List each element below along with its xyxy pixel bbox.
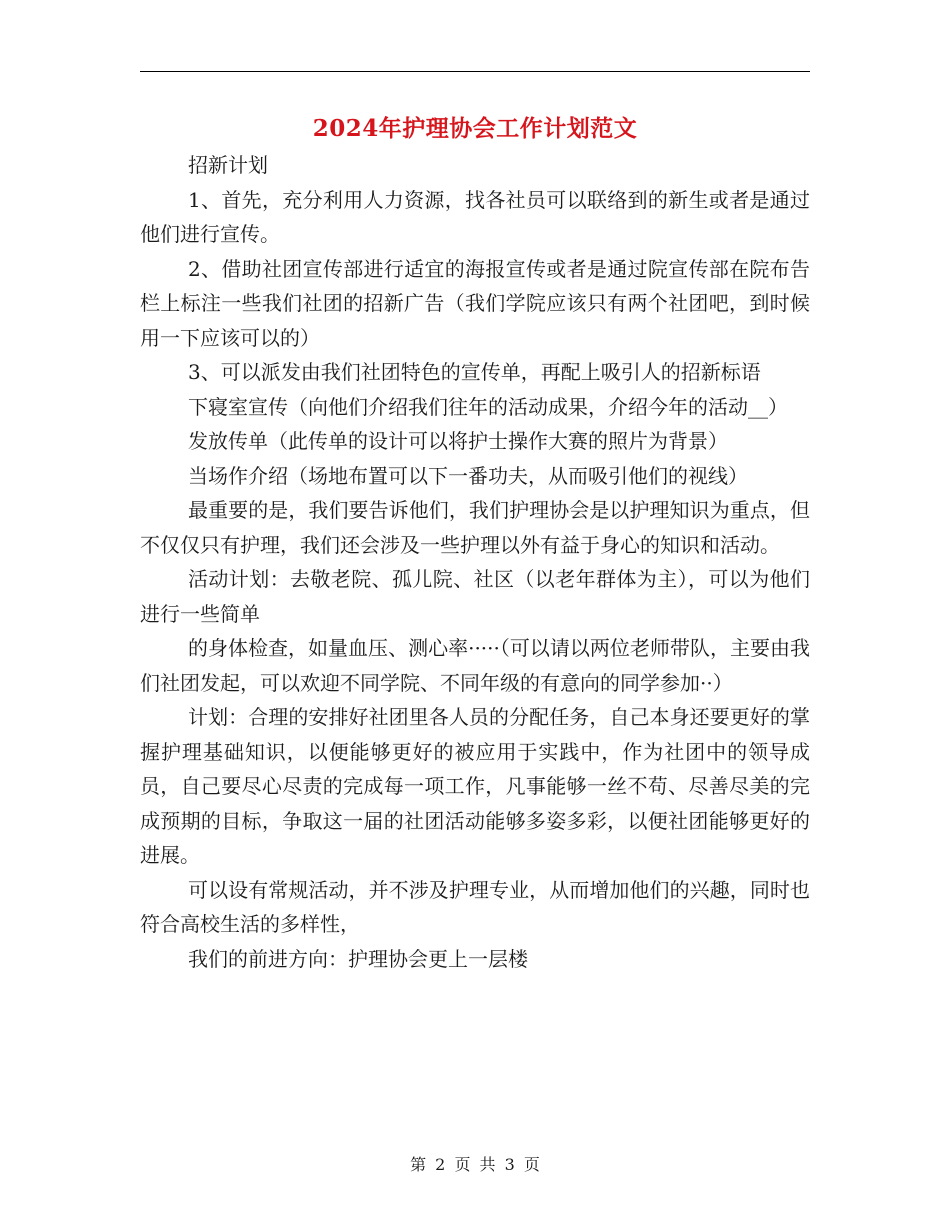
document-body [140,148,810,976]
paragraph-recruit-heading: 招新计划 [188,153,268,177]
header-rule [140,71,810,72]
paragraph-activity-plan: 活动计划：去敬老院、孤儿院、社区（以老年群体为主），可以为他们进行一些简单 [140,567,810,626]
paragraph-recruit-step-2: 2、借助社团宣传部进行适宜的海报宣传或者是通过院宣传部在院布告栏上标注一些我们社团的招新广告（我们学院应该只有两个社团吧，到时候用一下应该可以的） [140,256,810,350]
paragraph-flyers: 发放传单（此传单的设计可以将护士操作大赛的照片为背景） [188,429,728,453]
paragraph-dorm-promotion: 下寝室宣传（向他们介绍我们往年的活动成果，介绍今年的活动__） [188,394,788,419]
paragraph-health-check: 的身体检查，如量血压、测心率·····（可以请以两位老师带队，主要由我们社团发起，可以欢迎不同学院、不同年级的有意向的同学参加··） [140,636,810,695]
paragraph-most-important: 最重要的是，我们要告诉他们，我们护理协会是以护理知识为重点，但不仅仅只有护理，我们还会涉及一些护理以外有益于身心的知识和活动。 [140,498,810,557]
paragraph-recruit-step-1: 1、首先，充分利用人力资源，找各社员可以联络到的新生或者是通过他们进行宣传。 [140,187,810,246]
page-number-footer: 第 2 页 共 3 页 [410,1155,540,1174]
paragraph-plan: 计划：合理的安排好社团里各人员的分配任务，自己本身还要更好的掌握护理基础知识，以便能够更好的被应用于实践中，作为社团中的领导成员，自己要尽心尽责的完成每一项工作，凡事能够一丝不苟、尽善尽美的完成预期的目标，争取这一届的社团活动能够多姿多彩，以便社团能够更好的进展。 [140,705,810,867]
document-title: 2024年护理协会工作计划范文 [312,115,638,142]
paragraph-regular-activities: 可以设有常规活动，并不涉及护理专业，从而增加他们的兴趣，同时也符合高校生活的多样性， [140,877,810,936]
paragraph-recruit-step-3: 3、可以派发由我们社团特色的宣传单，再配上吸引人的招新标语 [188,360,761,384]
paragraph-direction: 我们的前进方向：护理协会更上一层楼 [188,946,528,971]
paragraph-onsite-intro: 当场作介绍（场地布置可以下一番功夫，从而吸引他们的视线） [188,463,748,488]
